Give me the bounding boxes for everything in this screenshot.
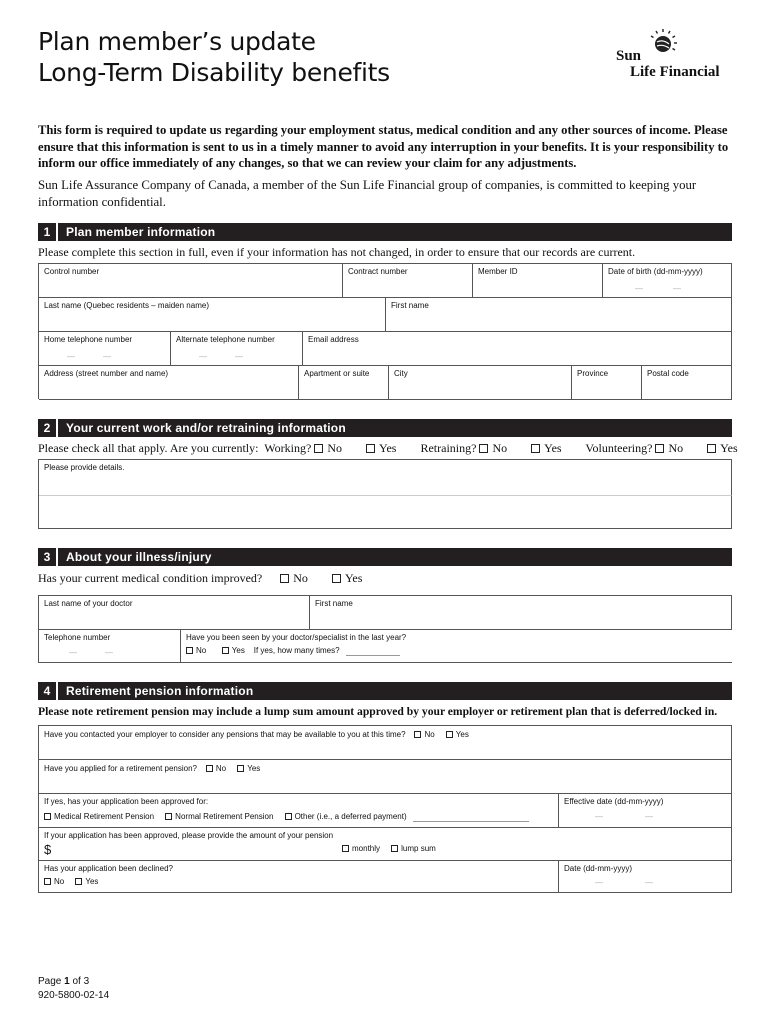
separator: —	[103, 352, 111, 361]
field-label: Telephone number	[44, 633, 111, 642]
field-label: Date (dd-mm-yyyy)	[564, 864, 633, 873]
sun-globe-icon	[648, 28, 678, 58]
separator: —	[673, 284, 681, 293]
field-label: Last name of your doctor	[44, 599, 133, 608]
date-of-birth-field[interactable]	[603, 264, 732, 298]
no-label: No	[54, 877, 65, 886]
field-label: Last name (Quebec residents – maiden name)	[44, 301, 209, 310]
approved-options	[44, 812, 529, 822]
details-line-2[interactable]	[39, 496, 732, 529]
other-pension-checkbox[interactable]	[285, 813, 292, 820]
section-number: 4	[38, 682, 58, 700]
field-label: Date of birth (dd-mm-yyyy)	[608, 267, 703, 276]
separator: —	[645, 812, 653, 821]
work-status-row	[38, 441, 738, 456]
working-label: Working?	[264, 441, 312, 455]
other-pension-input[interactable]	[413, 812, 529, 822]
page-number	[38, 975, 109, 989]
intro-bold-text: This form is required to update us regarding your employment status, medical condition and any other sources of income. Please ensure that this information is sent to us in a timely manner to avoid any interruption in your benefits. It is your responsibility to inform our office immediately of any changes, so that we can review your claim for any adjustments.	[38, 123, 729, 170]
retraining-no-checkbox[interactable]	[479, 444, 488, 453]
working-yes-checkbox[interactable]	[366, 444, 375, 453]
contacted-no-checkbox[interactable]	[414, 731, 421, 738]
contacted-employer-row	[39, 726, 732, 760]
doctor-last-name-field[interactable]	[39, 596, 310, 630]
applied-question: Have you applied for a retirement pension?	[44, 764, 197, 773]
contacted-yes-checkbox[interactable]	[446, 731, 453, 738]
volunteering-yes-checkbox[interactable]	[707, 444, 716, 453]
section-title: Plan member information	[66, 225, 216, 239]
amount-frequency-options	[342, 844, 436, 853]
seen-doctor-field	[181, 630, 732, 663]
section-number: 3	[38, 548, 58, 566]
section-1-header	[38, 223, 732, 241]
declined-date-field[interactable]	[559, 861, 732, 893]
separator: —	[635, 284, 643, 293]
sun-life-logo	[612, 28, 736, 84]
field-label: Postal code	[647, 369, 689, 378]
section-title: About your illness/injury	[66, 550, 212, 564]
volunteering-no-checkbox[interactable]	[655, 444, 664, 453]
applied-pension-row	[39, 760, 732, 794]
page-footer	[38, 975, 109, 1003]
yes-label: Yes	[544, 441, 562, 455]
alternate-phone-field[interactable]	[171, 332, 303, 366]
section-2-header	[38, 419, 732, 437]
monthly-checkbox[interactable]	[342, 845, 349, 852]
page-suffix: of 3	[69, 976, 90, 987]
last-name-field[interactable]	[39, 298, 386, 332]
home-phone-field[interactable]	[39, 332, 171, 366]
yes-label: Yes	[247, 764, 261, 773]
page-prefix: Page	[38, 976, 65, 987]
applied-yes-checkbox[interactable]	[237, 765, 244, 772]
declined-yes-checkbox[interactable]	[75, 878, 82, 885]
separator: —	[105, 648, 113, 657]
field-label: Province	[577, 369, 609, 378]
pension-amount-field[interactable]	[39, 828, 732, 861]
field-label: Member ID	[478, 267, 518, 276]
field-label: First name	[315, 599, 353, 608]
seen-options	[186, 646, 400, 656]
declined-no-checkbox[interactable]	[44, 878, 51, 885]
contacted-question: Have you contacted your employer to consider any pensions that may be available to you at this time?	[44, 730, 406, 739]
first-name-field[interactable]	[386, 298, 732, 332]
page-current: 1	[64, 976, 70, 987]
field-label: Control number	[44, 267, 100, 276]
approved-for-field	[39, 794, 559, 828]
field-label: Apartment or suite	[304, 369, 370, 378]
improved-no-checkbox[interactable]	[280, 574, 289, 583]
section-3-header	[38, 548, 732, 566]
no-label: No	[215, 764, 227, 773]
postal-code-field[interactable]	[642, 366, 732, 400]
logo-sun-text: Sun	[616, 48, 642, 64]
separator: —	[69, 648, 77, 657]
logo-life-financial-text: Life Financial	[630, 64, 720, 80]
field-label: If yes, has your application been approved for:	[44, 797, 209, 806]
plan-member-grid	[38, 263, 732, 399]
no-label: No	[293, 571, 308, 585]
contract-number-field[interactable]	[343, 264, 473, 298]
field-label: Have you been seen by your doctor/specialist in the last year?	[186, 633, 407, 642]
field-label: Effective date (dd-mm-yyyy)	[564, 797, 664, 806]
separator: —	[67, 352, 75, 361]
applied-question-row	[44, 764, 260, 773]
field-label: Alternate telephone number	[176, 335, 275, 344]
form-code: 920-5800-02-14	[38, 990, 110, 1001]
check-prompt: Please check all that apply. Are you currently:	[38, 441, 259, 455]
lump-sum-label: lump sum	[401, 844, 436, 853]
field-label: First name	[391, 301, 429, 310]
field-label: Contract number	[348, 267, 408, 276]
section-number: 2	[38, 419, 58, 437]
field-label: Has your application been declined?	[44, 864, 173, 873]
pension-grid	[38, 725, 732, 893]
yes-label: Yes	[344, 571, 363, 585]
field-label: Please provide details.	[44, 463, 125, 472]
field-label: City	[394, 369, 408, 378]
email-field[interactable]	[303, 332, 732, 366]
field-label: Address (street number and name)	[44, 369, 169, 378]
no-label: No	[492, 441, 508, 455]
no-label: No	[196, 646, 207, 655]
yes-label: Yes	[720, 441, 738, 455]
address-field[interactable]	[39, 366, 299, 400]
retraining-yes-checkbox[interactable]	[531, 444, 540, 453]
other-label: Other (i.e., a deferred payment)	[294, 812, 407, 821]
details-line-1[interactable]	[39, 460, 732, 496]
seen-no-checkbox[interactable]	[186, 647, 193, 654]
retraining-label: Retraining?	[420, 441, 477, 455]
separator: —	[235, 352, 243, 361]
normal-pension-checkbox[interactable]	[165, 813, 172, 820]
pension-note: Please note retirement pension may include a lump sum amount approved by your employer or retirement plan that is deferred/locked in.	[38, 705, 718, 718]
yes-label: Yes	[85, 877, 99, 886]
doctor-grid	[38, 595, 732, 663]
monthly-label: monthly	[352, 844, 381, 853]
title-line-1: Plan member’s update	[38, 27, 316, 56]
city-field[interactable]	[389, 366, 572, 400]
intro-text: Sun Life Assurance Company of Canada, a member of the Sun Life Financial group of companies, is committed to keeping your information confidential.	[38, 178, 697, 209]
field-label: Home telephone number	[44, 335, 133, 344]
no-label: No	[424, 730, 435, 739]
volunteering-label: Volunteering?	[585, 441, 653, 455]
working-no-checkbox[interactable]	[314, 444, 323, 453]
province-field[interactable]	[572, 366, 642, 400]
field-label: If your application has been approved, please provide the amount of your pension	[44, 831, 334, 840]
medical-pension-checkbox[interactable]	[44, 813, 51, 820]
separator: —	[199, 352, 207, 361]
section-4-header	[38, 682, 732, 700]
how-many-label: If yes, how many times?	[253, 646, 340, 655]
effective-date-field[interactable]	[559, 794, 732, 828]
improved-row	[38, 571, 362, 586]
improved-question: Has your current medical condition improved?	[38, 571, 263, 585]
declined-field	[39, 861, 559, 893]
applied-no-checkbox[interactable]	[206, 765, 213, 772]
no-label: No	[668, 441, 684, 455]
seen-yes-checkbox[interactable]	[222, 647, 229, 654]
field-label: Email address	[308, 335, 359, 344]
normal-label: Normal Retirement Pension	[175, 812, 274, 821]
separator: —	[595, 812, 603, 821]
lump-sum-checkbox[interactable]	[391, 845, 398, 852]
doctor-first-name-field[interactable]	[310, 596, 732, 630]
separator: —	[645, 878, 653, 887]
yes-label: Yes	[231, 646, 245, 655]
section-title: Your current work and/or retraining information	[66, 421, 346, 435]
details-box	[38, 459, 732, 529]
improved-yes-checkbox[interactable]	[332, 574, 341, 583]
member-id-field[interactable]	[473, 264, 603, 298]
section-title: Retirement pension information	[66, 684, 254, 698]
contacted-question-row	[44, 730, 469, 739]
title-line-2: Long-Term Disability benefits	[38, 58, 390, 87]
yes-label: Yes	[455, 730, 469, 739]
apartment-field[interactable]	[299, 366, 389, 400]
how-many-input[interactable]	[346, 646, 400, 656]
control-number-field[interactable]	[39, 264, 343, 298]
yes-label: Yes	[378, 441, 397, 455]
section-number: 1	[38, 223, 58, 241]
s1-instructions: Please complete this section in full, even if your information has not changed, in order to ensure that our records are current.	[38, 245, 636, 259]
separator: —	[595, 878, 603, 887]
medical-label: Medical Retirement Pension	[54, 812, 155, 821]
no-label: No	[327, 441, 342, 455]
doctor-phone-field[interactable]	[39, 630, 181, 663]
dollar-sign: $	[44, 842, 52, 857]
page-title	[38, 26, 390, 88]
declined-options	[44, 877, 98, 886]
